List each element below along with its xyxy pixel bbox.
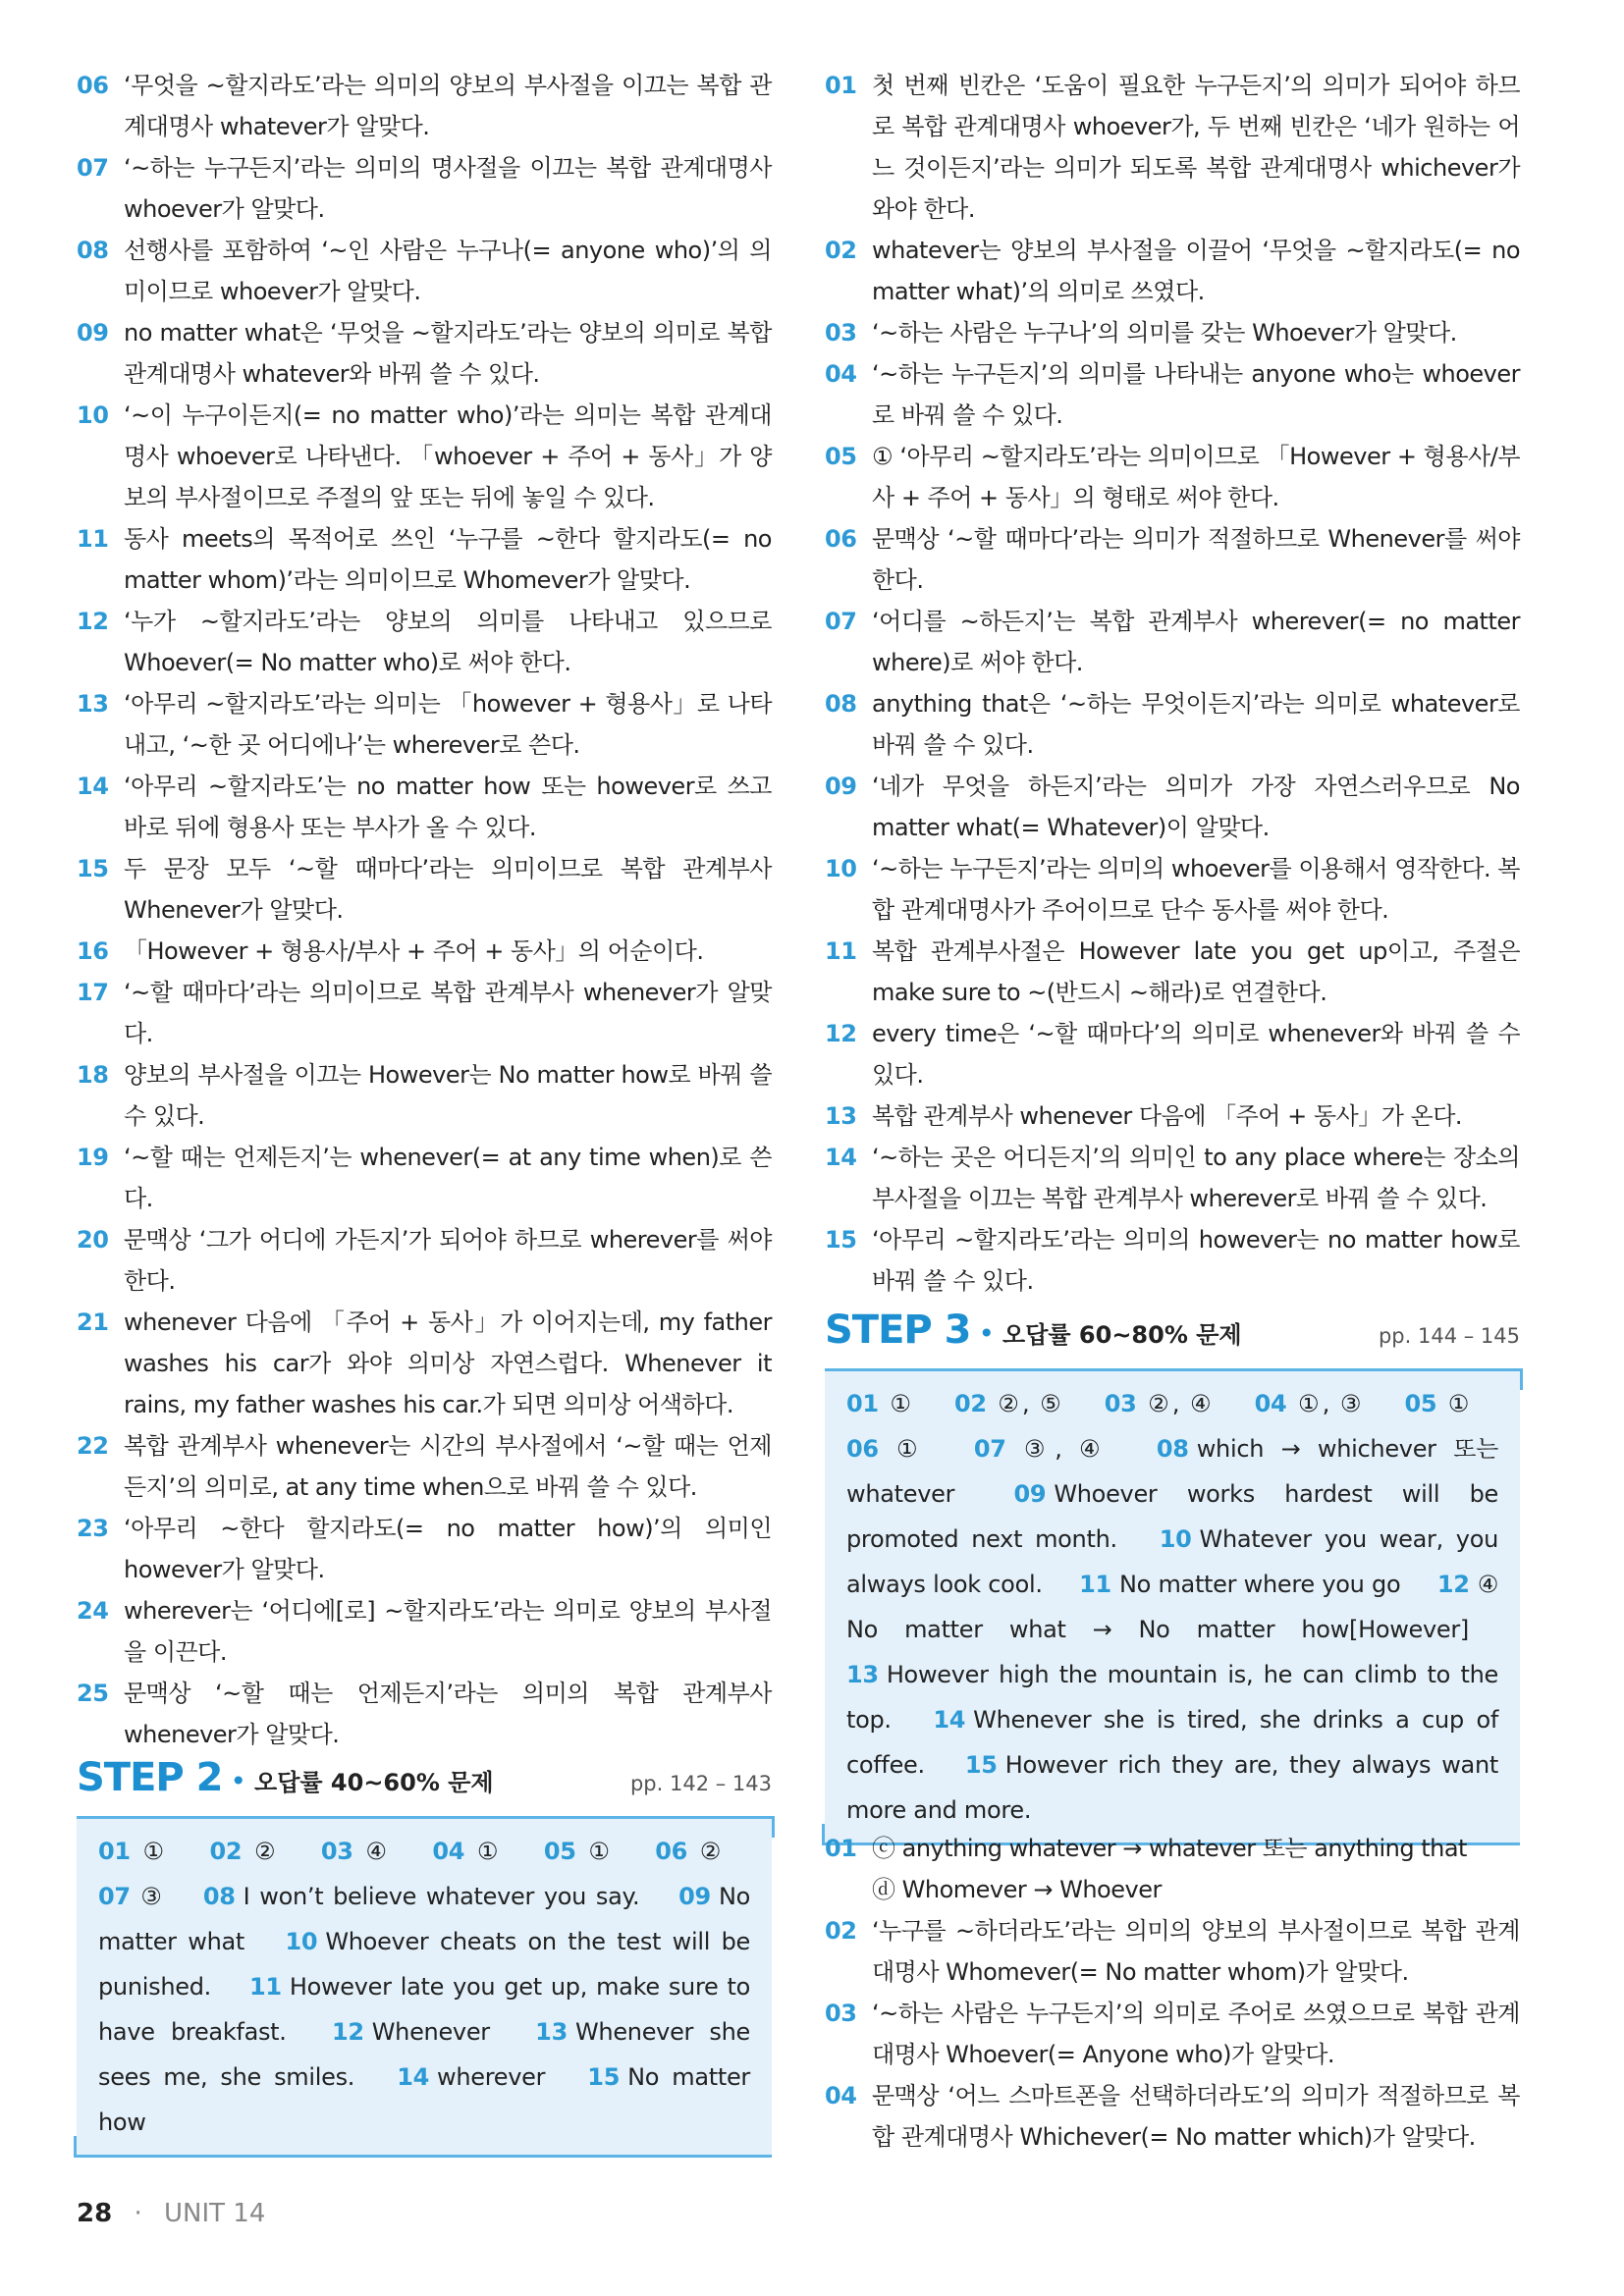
answer-number: 09 (678, 1883, 711, 1910)
answer-text: I won’t believe whatever you say. (243, 1883, 640, 1910)
answer-text: Whenever (371, 2018, 490, 2046)
item-text: ‘아무리 ~할지라도’라는 의미의 however는 no matter how로 바꿔 쓸 수 있다. (872, 1226, 1520, 1295)
step3-answers (846, 1381, 1498, 1833)
item-text: 첫 번째 빈칸은 ‘도움이 필요한 누구든지’의 의미가 되어야 하므로 복합 관계대명사 whoever가, 두 번째 빈칸은 ‘네가 원하는 어느 것이든지’라는 의미가 되도록 복합 관계대명사 whichever가 와야 한다. (872, 72, 1520, 223)
answer-text: ① (583, 1838, 615, 1865)
answer-entry (98, 1838, 168, 1865)
item-number: 08 (825, 690, 857, 718)
answer-number: 03 (320, 1838, 353, 1865)
answer-number: 08 (202, 1883, 236, 1910)
explanation-item (825, 766, 1520, 848)
answer-text: However late you get up, make sure to have breakfast. (98, 1973, 750, 2046)
answer-number: 11 (1079, 1571, 1111, 1598)
item-number: 09 (825, 773, 857, 800)
item-number: 07 (825, 608, 857, 635)
answer-entry (974, 1435, 1110, 1463)
explanation-item (825, 1219, 1520, 1302)
item-text: every time은 ‘~할 때마다’의 의미로 whenever와 바꿔 쓸 수 있다. (872, 1020, 1520, 1089)
item-number: 05 (825, 443, 857, 470)
explanation-item (825, 65, 1520, 230)
explanation-item (825, 2075, 1520, 2158)
item-number: 01 (825, 1835, 857, 1862)
item-number: 14 (825, 1144, 857, 1171)
explanation-item (825, 1910, 1520, 1993)
item-text: 문맥상 ‘~할 때는 언제든지’라는 의미의 복합 관계부사 whenever가 알맞다. (124, 1680, 772, 1748)
item-number: 11 (825, 937, 857, 965)
item-number: 06 (77, 72, 109, 99)
answer-number: 14 (397, 2063, 430, 2091)
answer-entry (397, 2063, 545, 2091)
answer-entry (209, 1838, 279, 1865)
item-text: ‘~할 때는 언제든지’는 whenever(= at any time when)로 쓴다. (124, 1144, 772, 1212)
item-number: 04 (825, 360, 857, 388)
item-number: 02 (825, 237, 857, 264)
answer-entry (846, 1751, 1498, 1824)
answer-number: 05 (543, 1838, 576, 1865)
explanation-item (77, 1425, 772, 1508)
answer-number: 07 (98, 1883, 131, 1910)
right-explanations-top (825, 65, 1520, 1302)
answer-text: ② (249, 1838, 280, 1865)
item-text: 양보의 부사절을 이끄는 However는 No matter how로 바꿔 쓸 수 있다. (124, 1061, 772, 1130)
answer-number: 01 (846, 1390, 879, 1417)
explanation-item (825, 1993, 1520, 2075)
item-text: 문맥상 ‘어느 스마트폰을 선택하더라도’의 의미가 적절하므로 복합 관계대명사 Whichever(= No matter which)가 알맞다. (872, 2082, 1520, 2151)
answer-text: Whoever cheats on the test will be punished. (98, 1928, 750, 2001)
left-explanations (77, 65, 772, 1755)
item-number: 21 (77, 1308, 109, 1336)
explanation-item (77, 1054, 772, 1137)
answer-entry (655, 1838, 721, 1865)
answer-number: 06 (846, 1435, 879, 1463)
answer-entry (432, 1838, 502, 1865)
explanation-item (77, 230, 772, 312)
answer-entry (332, 2018, 490, 2046)
explanation-item (77, 931, 772, 972)
answer-text: ① (886, 1435, 928, 1463)
answer-entry (846, 1435, 927, 1463)
answer-text: ③ (137, 1883, 165, 1910)
explanation-item (825, 601, 1520, 683)
item-text: ‘무엇을 ~할지라도’라는 의미의 양보의 부사절을 이끄는 복합 관계대명사 whatever가 알맞다. (124, 72, 772, 140)
answer-number: 14 (933, 1706, 966, 1734)
explanation-item (825, 353, 1520, 436)
step3-title: STEP 3 (825, 1308, 971, 1353)
answer-number: 12 (331, 2018, 364, 2046)
item-number: 10 (825, 855, 857, 882)
item-number: 19 (77, 1144, 109, 1171)
item-number: 18 (77, 1061, 109, 1089)
explanation-item (77, 848, 772, 931)
step2-dot: • (230, 1765, 247, 1797)
step2-header (77, 1755, 772, 1800)
item-number: 12 (77, 608, 109, 635)
answer-text: No matter how (98, 2063, 750, 2136)
answer-entry (1404, 1390, 1469, 1417)
answer-text: No matter what (98, 1883, 751, 1955)
explanation-item (825, 931, 1520, 1013)
item-number: 16 (77, 937, 109, 965)
answer-number: 13 (535, 2018, 568, 2046)
item-number: 24 (77, 1597, 109, 1625)
explanation-item (77, 766, 772, 848)
item-text: ‘아무리 ~할지라도’는 no matter how 또는 however로 쓰고 바로 뒤에 형용사 또는 부사가 올 수 있다. (124, 773, 772, 841)
item-text: 동사 meets의 목적어로 쓰인 ‘누구를 ~한다 할지라도(= no matter whom)’라는 의미이므로 Whomever가 알맞다. (124, 525, 772, 594)
item-number: 10 (77, 401, 109, 429)
item-text: wherever는 ‘어디에[로] ~할지라도’라는 의미로 양보의 부사절을 이끈다. (124, 1597, 772, 1666)
answer-number: 08 (1156, 1435, 1189, 1463)
item-text: ‘누가 ~할지라도’라는 양보의 의미를 나타내고 있으므로 Whoever(= No matter who)로 써야 한다. (124, 608, 772, 676)
step2-answers (98, 1829, 750, 2145)
item-text: whatever는 양보의 부사절을 이끌어 ‘무엇을 ~할지라도(= no matter what)’의 의미로 쓰였다. (872, 237, 1520, 305)
answer-number: 01 (98, 1838, 131, 1865)
step2-subtitle: 오답률 40~60% 문제 (254, 1769, 494, 1796)
item-number: 13 (825, 1102, 857, 1130)
answer-text: ① (472, 1838, 503, 1865)
explanation-item (825, 436, 1520, 518)
item-number: 11 (77, 525, 109, 553)
explanation-item (77, 1590, 772, 1673)
item-text: ‘아무리 ~한다 할지라도(= no matter how)’의 의미인 however가 알맞다. (124, 1515, 772, 1583)
answer-entry (321, 1838, 391, 1865)
answer-number: 11 (249, 1973, 282, 2001)
answer-number: 04 (1254, 1390, 1287, 1417)
answer-entry (846, 1390, 914, 1417)
item-number: 22 (77, 1432, 109, 1460)
item-text: ‘~하는 누구든지’의 의미를 나타내는 anyone who는 whoever로 바꿔 쓸 수 있다. (872, 360, 1520, 429)
explanation-item (77, 601, 772, 683)
item-text: ‘어디를 ~하든지’는 복합 관계부사 wherever(= no matter where)로 써야 한다. (872, 608, 1520, 676)
explanation-item (825, 1137, 1520, 1219)
item-number: 01 (825, 72, 857, 99)
answer-text: ① (1444, 1390, 1470, 1417)
explanation-item (77, 1673, 772, 1755)
answer-number: 09 (1013, 1480, 1047, 1508)
answer-number: 06 (655, 1838, 688, 1865)
answer-text: Whenever she is tired, she drinks a cup of coffee. (846, 1706, 1498, 1779)
item-text: anything that은 ‘~하는 무엇이든지’라는 의미로 whatever로 바꿔 쓸 수 있다. (872, 690, 1520, 759)
item-number: 15 (77, 855, 109, 882)
explanation-item (825, 1095, 1520, 1137)
item-text: ‘~이 누구이든지(= no matter who)’라는 의미는 복합 관계대명사 whoever로 나타낸다. 「whoever + 주어 + 동사」가 양보의 부사절이므로 주절의 앞 또는 뒤에 놓일 수 있다. (124, 401, 772, 511)
item-text: ‘~하는 곳은 어디든지’의 의미인 to any place where는 장소의 부사절을 이끄는 복합 관계부사 wherever로 바꿔 쓸 수 있다. (872, 1144, 1520, 1212)
answer-number: 12 (1436, 1571, 1470, 1598)
page-footer (77, 2199, 265, 2228)
answer-text: ②, ④ (1144, 1390, 1215, 1417)
answer-text: ④ (360, 1838, 392, 1865)
item-number: 14 (77, 773, 109, 800)
item-number: 08 (77, 237, 109, 264)
item-text: 「However + 형용사/부사 + 주어 + 동사」의 어순이다. (124, 937, 704, 965)
step2-answer-box (77, 1816, 772, 2158)
step3-header (825, 1308, 1520, 1353)
item-number: 20 (77, 1226, 109, 1254)
answer-entry (98, 1883, 164, 1910)
item-text: no matter what은 ‘무엇을 ~할지라도’라는 양보의 의미로 복합 관계대명사 whatever와 바꿔 쓸 수 있다. (124, 319, 772, 388)
explanation-item (77, 518, 772, 601)
explanation-item (77, 683, 772, 766)
step2-title: STEP 2 (77, 1755, 223, 1800)
answer-text: ②, ⑤ (994, 1390, 1064, 1417)
item-number: 06 (825, 525, 857, 553)
item-text: 선행사를 포함하여 ‘~인 사람은 누구나(= anyone who)’의 의미이므로 whoever가 알맞다. (124, 237, 772, 305)
answer-entry (1079, 1571, 1400, 1598)
item-text: 복합 관계부사 whenever 다음에 「주어 + 동사」가 온다. (872, 1102, 1463, 1130)
explanation-item (77, 147, 772, 230)
explanation-item (825, 1828, 1520, 1910)
answer-number: 04 (432, 1838, 465, 1865)
item-text: ⓒ anything whatever → whatever 또는 anything that ⓓ Whomever → Whoever (872, 1835, 1467, 1903)
step3-pages: pp. 144 – 145 (1378, 1324, 1520, 1348)
item-text: ‘~하는 사람은 누구든지’의 의미로 주어로 쓰였으므로 복합 관계대명사 Whoever(= Anyone who)가 알맞다. (872, 2000, 1520, 2068)
answer-number: 10 (285, 1928, 318, 1955)
page-number: 28 (77, 2199, 113, 2228)
item-text: ‘네가 무엇을 하든지’라는 의미가 가장 자연스러우므로 No matter what(= Whatever)이 알맞다. (872, 773, 1520, 841)
item-text: ‘아무리 ~할지라도’라는 의미는 「however + 형용사」로 나타내고, ‘~한 곳 어디에나’는 wherever로 쓴다. (124, 690, 772, 759)
answer-text: ③, ④ (1013, 1435, 1110, 1463)
answer-number: 15 (587, 2063, 621, 2091)
answer-entry (203, 1883, 639, 1910)
explanation-item (77, 1137, 772, 1219)
explanation-item (825, 312, 1520, 353)
step3-dot: • (978, 1317, 996, 1350)
explanation-item (77, 972, 772, 1054)
item-text: ‘~하는 누구든지’라는 의미의 명사절을 이끄는 복합 관계대명사 whoever가 알맞다. (124, 154, 772, 223)
answer-entry (954, 1390, 1064, 1417)
explanation-item (825, 1013, 1520, 1095)
item-number: 04 (825, 2082, 857, 2109)
item-text: 복합 관계부사 whenever는 시간의 부사절에서 ‘~할 때는 언제든지’의 의미로, at any time when으로 바꿔 쓸 수 있다. (124, 1432, 772, 1501)
item-text: 복합 관계부사절은 However late you get up이고, 주절은 make sure to ~(반드시 ~해라)로 연결한다. (872, 937, 1520, 1006)
explanation-item (825, 848, 1520, 931)
answer-text: Whenever she sees me, she smiles. (98, 2018, 750, 2091)
answer-number: 15 (964, 1751, 998, 1779)
answer-text: However rich they are, they always want more and more. (846, 1751, 1498, 1824)
answer-entry (1255, 1390, 1365, 1417)
explanation-item (77, 1508, 772, 1590)
item-number: 25 (77, 1680, 109, 1707)
item-text: ‘~할 때마다’라는 의미이므로 복합 관계부사 whenever가 알맞다. (124, 979, 772, 1047)
answer-text: ① (137, 1838, 169, 1865)
answer-number: 02 (209, 1838, 243, 1865)
answer-number: 13 (846, 1661, 879, 1688)
item-number: 23 (77, 1515, 109, 1542)
answer-text: Whatever you wear, you always look cool. (846, 1525, 1498, 1598)
explanation-item (77, 1302, 772, 1425)
answer-text: wherever (437, 2063, 546, 2091)
answer-text: ④ No matter what → No matter how[However] (846, 1571, 1498, 1643)
explanation-item (77, 312, 772, 395)
answer-number: 07 (973, 1435, 1006, 1463)
item-text: 문맥상 ‘~할 때마다’라는 의미가 적절하므로 Whenever를 써야 한다. (872, 525, 1520, 594)
item-number: 02 (825, 1917, 857, 1945)
answer-number: 03 (1104, 1390, 1137, 1417)
item-text: whenever 다음에 「주어 + 동사」가 이어지는데, my father washes his car가 와야 의미상 자연스럽다. Whenever it rains, my father washes his car.가 되면 의미상 어색하다. (124, 1308, 772, 1418)
right-explanations-bottom (825, 1828, 1520, 2158)
item-text: 두 문장 모두 ‘~할 때마다’라는 의미이므로 복합 관계부사 Whenever가 알맞다. (124, 855, 772, 924)
explanation-item (825, 683, 1520, 766)
answer-number: 05 (1404, 1390, 1437, 1417)
answer-text: ①, ③ (1294, 1390, 1365, 1417)
explanation-item (77, 65, 772, 147)
explanation-item (825, 230, 1520, 312)
explanation-item (825, 518, 1520, 601)
step3-answer-box (825, 1368, 1520, 1845)
answer-text: which → whichever 또는 whatever (846, 1435, 1498, 1508)
answer-text: ② (695, 1838, 721, 1865)
item-text: ‘~하는 사람은 누구나’의 의미를 갖는 Whoever가 알맞다. (872, 319, 1457, 347)
item-number: 07 (77, 154, 109, 182)
item-number: 17 (77, 979, 109, 1006)
answer-text: However high the mountain is, he can climb to the top. (846, 1661, 1498, 1734)
item-text: ‘~하는 누구든지’라는 의미의 whoever를 이용해서 영작한다. 복합 관계대명사가 주어이므로 단수 동사를 써야 한다. (872, 855, 1520, 924)
step2-pages: pp. 142 – 143 (629, 1772, 772, 1795)
footer-separator: · (134, 2199, 142, 2228)
item-text: ① ‘아무리 ~할지라도’라는 의미이므로 「However + 형용사/부사 + 주어 + 동사」의 형태로 써야 한다. (872, 443, 1520, 511)
unit-label: UNIT 14 (163, 2199, 266, 2228)
step3-subtitle: 오답률 60~80% 문제 (1002, 1321, 1242, 1349)
item-number: 15 (825, 1226, 857, 1254)
explanation-item (77, 395, 772, 518)
item-number: 13 (77, 690, 109, 718)
item-number: 03 (825, 319, 857, 347)
explanation-item (77, 1219, 772, 1302)
answer-text: ① (886, 1390, 915, 1417)
answer-text: Whoever works hardest will be promoted next month. (846, 1480, 1498, 1553)
item-text: ‘누구를 ~하더라도’라는 의미의 양보의 부사절이므로 복합 관계대명사 Whomever(= No matter whom)가 알맞다. (872, 1917, 1520, 1986)
answer-number: 10 (1159, 1525, 1192, 1553)
answer-text: No matter where you go (1118, 1571, 1401, 1598)
answer-entry (544, 1838, 614, 1865)
item-text: 문맥상 ‘그가 어디에 가든지’가 되어야 하므로 wherever를 써야 한다. (124, 1226, 772, 1295)
answer-number: 02 (953, 1390, 987, 1417)
item-number: 09 (77, 319, 109, 347)
answer-entry (1105, 1390, 1215, 1417)
item-number: 03 (825, 2000, 857, 2027)
item-number: 12 (825, 1020, 857, 1047)
